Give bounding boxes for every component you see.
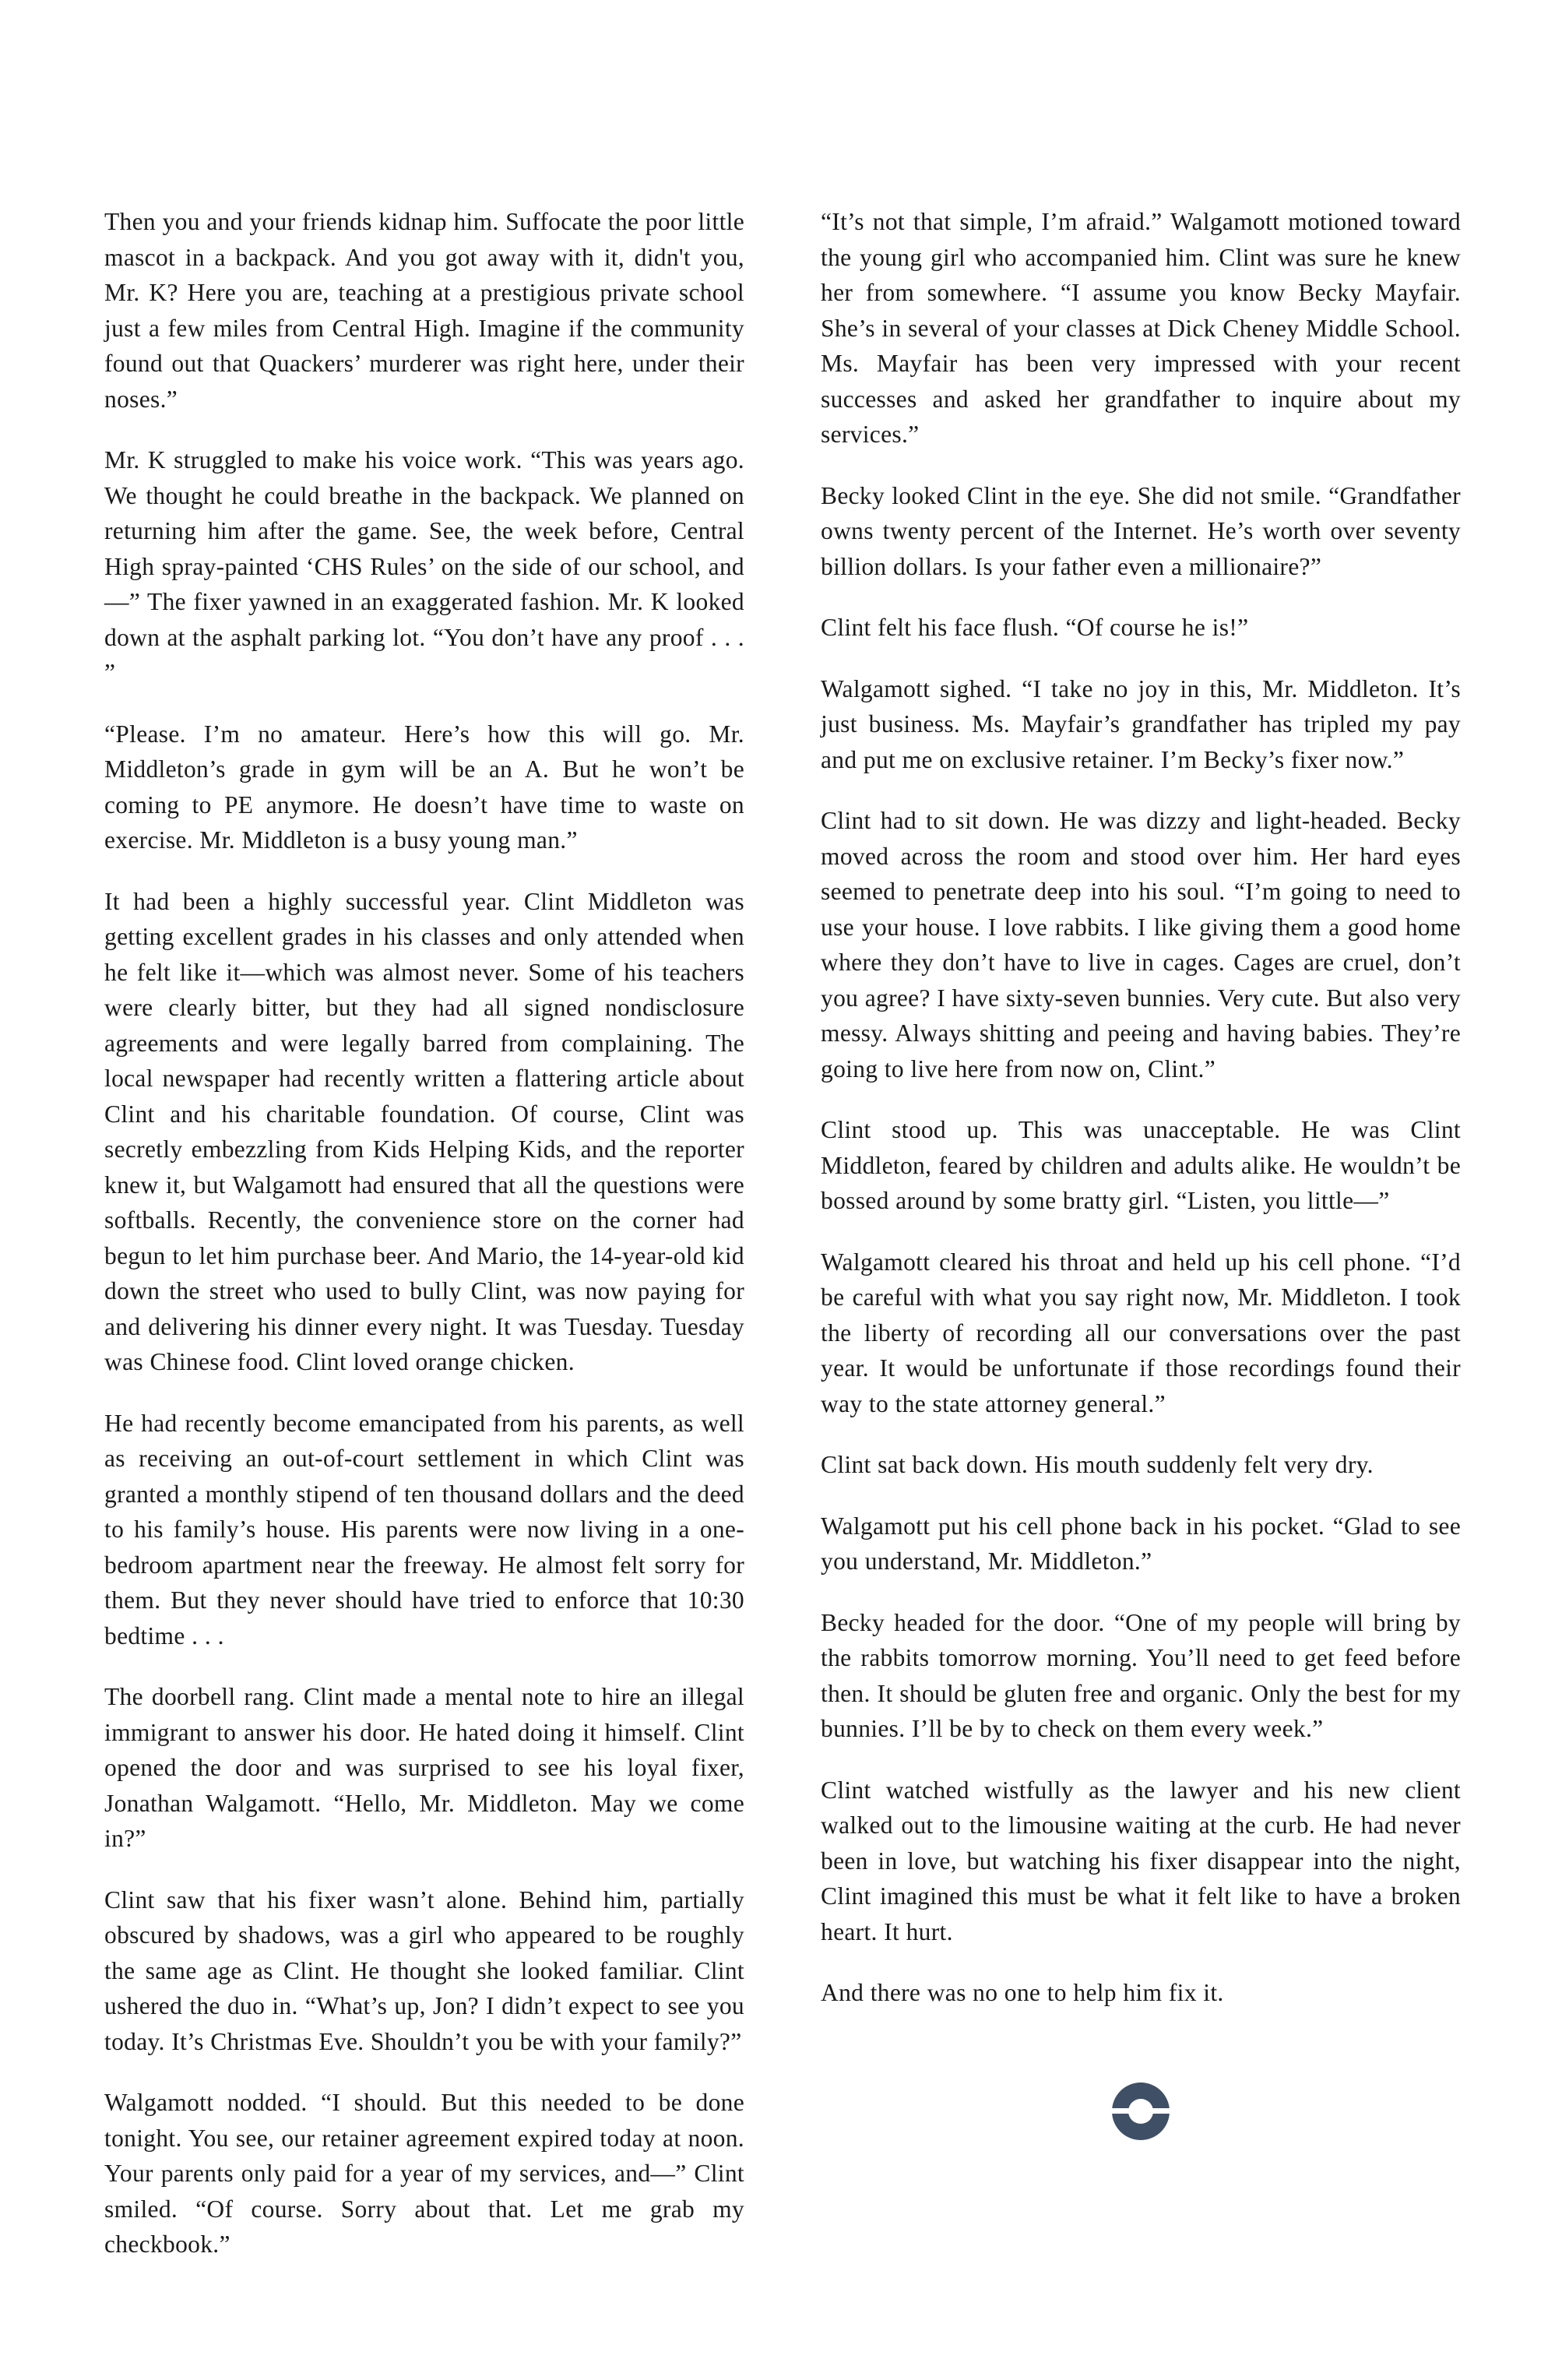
section-end-ornament-wrap: [821, 2082, 1461, 2140]
text-columns: [104, 204, 1461, 2268]
left-column-paragraph: It had been a highly successful year. Clint Middleton was getting excellent grades in his classes and only attended when he felt like it—which was almost never. Some of his teachers were clearly bitter, but they had all signed nondisclosure agreements and were legally barred from complaining. The local newspaper had recently written a flattering article about Clint and his charitable foundation. Of course, Clint was secretly embezzling from Kids Helping Kids, and the reporter knew it, but Walgamott had ensured that all the questions were softballs. Recently, the convenience store on the corner had begun to let him purchase beer. And Mario, the 14-year-old kid down the street who used to bully Clint, was now paying for and delivering his dinner every night. It was Tuesday. Tuesday was Chinese food. Clint loved orange chicken.: [104, 887, 744, 1375]
right-column-paragraph: And there was no one to help him fix it.: [821, 1979, 1224, 2006]
left-column-paragraph: He had recently become emancipated from his parents, as well as receiving an out-of-court settlement in which Clint was granted a monthly stipend of ten thousand dollars and the deed to his family’s house. His parents were now living in a one-bedroom apartment near the freeway. He almost felt sorry for them. But they never should have tried to enforce that 10:30 bedtime . . .: [104, 1409, 744, 1649]
right-column-paragraph: Becky headed for the door. “One of my people will bring by the rabbits tomorrow morning. You’ll need to get feed before then. It should be gluten free and organic. Only the best for my bunnies. I’ll be by to check on them every week.”: [821, 1608, 1461, 1742]
right-column-paragraph: Walgamott sighed. “I take no joy in this, Mr. Middleton. It’s just business. Ms. Mayfair’s grandfather has tripled my pay and put me on exclusive retainer. I’m Becky’s fixer now.”: [821, 674, 1461, 773]
right-column-paragraph: Clint had to sit down. He was dizzy and light-headed. Becky moved across the room and stood over him. Her hard eyes seemed to penetrate deep into his soul. “I’m going to need to use your house. I love rabbits. I like giving them a good home where they don’t have to live in cages. Cages are cruel, don’t you agree? I have sixty-seven bunnies. Very cute. But also very messy. Always shitting and peeing and having babies. They’re going to live here from now on, Clint.”: [821, 807, 1461, 1083]
right-column-paragraph: Becky looked Clint in the eye. She did not smile. “Grandfather owns twenty percent of the Internet. He’s worth over seventy billion dollars. Is your father even a millionaire?”: [821, 481, 1461, 580]
right-column-paragraph: Clint felt his face flush. “Of course he is!”: [821, 614, 1249, 641]
ornament-hole-shape: [1128, 2099, 1153, 2124]
left-text-column: [104, 204, 744, 2262]
left-column-paragraph: Mr. K struggled to make his voice work. “This was years ago. We thought he could breathe in the backpack. We planned on returning him after the game. See, the week before, Central High spray-painted ‘CHS Rules’ on the side of our school, and—” The fixer yawned in an exaggerated fashion. Mr. K looked down at the asphalt parking lot. “You don’t have any proof . . . ”: [104, 446, 744, 686]
left-column-paragraph: Clint saw that his fixer wasn’t alone. Behind him, partially obscured by shadows, was a girl who appeared to be roughly the same age as Clint. He thought she looked familiar. Clint ushered the duo in. “What’s up, Jon? I didn’t expect to see you today. It’s Christmas Eve. Shouldn’t you be with your family?”: [104, 1885, 744, 2055]
right-column-paragraph: “It’s not that simple, I’m afraid.” Walgamott motioned toward the young girl who accompanied him. Clint was sure he knew her from somewhere. “I assume you know Becky Mayfair. She’s in several of your classes at Dick Cheney Middle School. Ms. Mayfair has been very impressed with your recent successes and asked her grandfather to inquire about my services.”: [821, 208, 1461, 448]
right-column-paragraph: Walgamott put his cell phone back in his pocket. “Glad to see you understand, Mr. Middleton.”: [821, 1512, 1461, 1575]
left-column-paragraph: Walgamott nodded. “I should. But this needed to be done tonight. You see, our retainer agreement expired today at noon. Your parents only paid for a year of my services, and—” Clint smiled. “Of course. Sorry about that. Let me grab my checkbook.”: [104, 2089, 744, 2258]
left-column-paragraph: The doorbell rang. Clint made a mental note to hire an illegal immigrant to answer his door. He hated doing it himself. Clint opened the door and was surprised to see his loyal fixer, Jonathan Walgamott. “Hello, Mr. Middleton. May we come in?”: [104, 1683, 744, 1852]
right-text-column: [821, 204, 1461, 2140]
ring-ornament-icon: [1112, 2082, 1170, 2140]
left-column-paragraph: “Please. I’m no amateur. Here’s how this will go. Mr. Middleton’s grade in gym will be an A. But he won’t be coming to PE anymore. He doesn’t have time to waste on exercise. Mr. Middleton is a busy young man.”: [104, 720, 744, 854]
right-column-paragraph: Clint watched wistfully as the lawyer and his new client walked out to the limousine waiting at the curb. He had never been in love, but watching his fixer disappear into the night, Clint imagined this must be what it felt like to have a broken heart. It hurt.: [821, 1776, 1461, 1945]
right-column-paragraph: Clint sat back down. His mouth suddenly felt very dry.: [821, 1451, 1374, 1478]
left-column-paragraph: Then you and your friends kidnap him. Suffocate the poor little mascot in a backpack. And you got away with it, didn't you, Mr. K? Here you are, teaching at a prestigious private school just a few miles from Central High. Imagine if the community found out that Quackers’ murderer was right here, under their noses.”: [104, 208, 744, 413]
right-column-paragraph: Walgamott cleared his throat and held up his cell phone. “I’d be careful with what you say right now, Mr. Middleton. I took the liberty of recording all our conversations over the past year. It would be unfortunate if those recordings found their way to the state attorney general.”: [821, 1248, 1461, 1417]
right-column-paragraph: Clint stood up. This was unacceptable. He was Clint Middleton, feared by children and adults alike. He wouldn’t be bossed around by some bratty girl. “Listen, you little—”: [821, 1116, 1461, 1214]
